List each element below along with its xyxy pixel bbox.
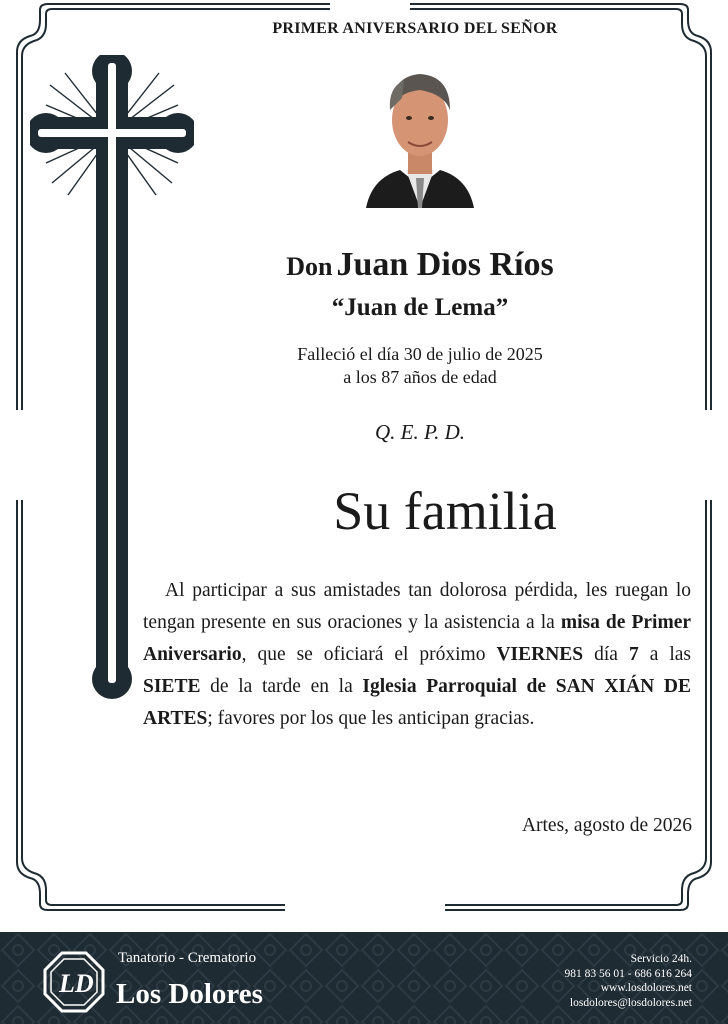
announcement-text	[143, 575, 691, 735]
name-prefix: Don	[286, 252, 333, 281]
message-part: , que se oficiará el próximo	[241, 644, 497, 665]
deceased-name	[150, 246, 690, 284]
message-part: día	[583, 644, 629, 665]
place-date: Artes, agosto de 2026	[521, 815, 692, 836]
website-link[interactable]: www.losdolores.net	[600, 982, 692, 994]
message-part: ; favores por los que les anticipan gracias.	[207, 708, 535, 729]
church-name: Iglesia Parroquial de SAN XIÁN DE ARTES	[143, 676, 691, 729]
mass-date: 7	[628, 644, 639, 665]
page-title: PRIMER ANIVERSARIO DEL SEÑOR	[272, 20, 558, 37]
phone-numbers[interactable]: 981 83 56 01 - 686 616 264	[564, 967, 692, 980]
message-part: Al participar a sus amistades tan dolorosa pérdida, les ruegan lo tengan presente en sus oraciones y la asistencia a la	[143, 580, 691, 633]
mass-day: VIERNES	[496, 644, 584, 665]
svg-text:LD: LD	[59, 969, 94, 998]
qepd-text: Q. E. P. D.	[374, 420, 466, 444]
mass-name: misa de Primer Aniversario	[143, 612, 691, 665]
contact-info	[565, 952, 692, 1010]
name-full: Juan Dios Ríos	[336, 246, 554, 283]
deceased-photo	[362, 58, 478, 216]
deceased-nickname: “Juan de Lema”	[331, 294, 509, 321]
death-info	[150, 343, 690, 389]
message-part: de la tarde en la	[200, 676, 363, 697]
message-part: a las	[638, 644, 691, 665]
logo-icon	[42, 950, 106, 1014]
mass-time: SIETE	[143, 676, 201, 697]
death-date: Falleció el día 30 de julio de 2025	[297, 344, 543, 364]
death-age: a los 87 años de edad	[343, 367, 497, 387]
brand-subtitle: Tanatorio - Crematorio	[118, 950, 257, 966]
email-link[interactable]: losdolores@losdolores.net	[569, 996, 692, 1009]
service-hours: Servicio 24h.	[630, 953, 692, 965]
family-heading: Su familia	[333, 481, 557, 541]
brand-name: Los Dolores	[116, 978, 263, 1010]
